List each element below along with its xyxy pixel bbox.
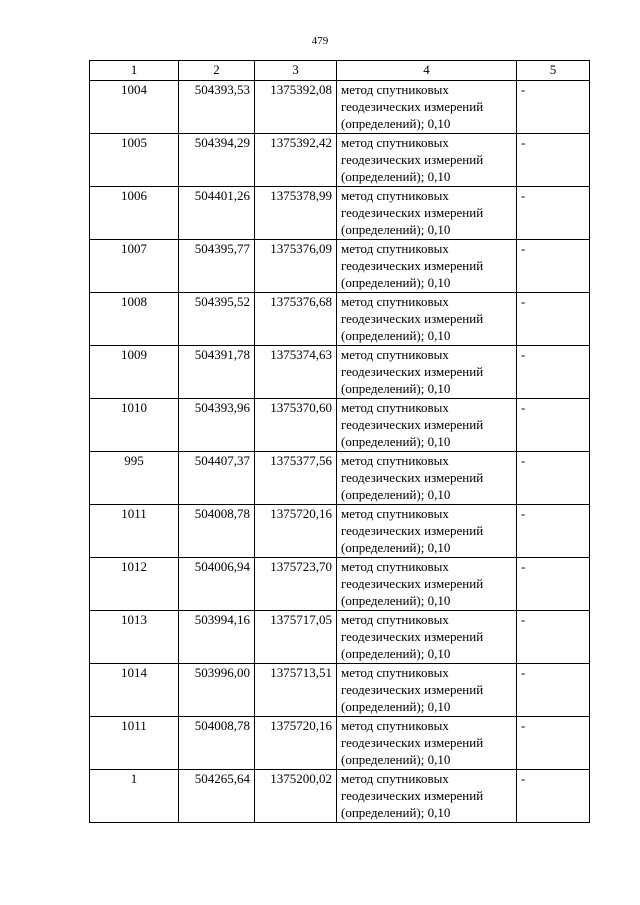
note-cell: - [517, 399, 590, 452]
method-line-3: (определений); 0,10 [341, 169, 451, 184]
note-cell: - [517, 558, 590, 611]
y-coordinate-cell: 1375713,51 [255, 664, 337, 717]
y-coordinate-cell: 1375376,09 [255, 240, 337, 293]
point-number-cell: 1005 [90, 134, 179, 187]
method-line-2: геодезических измерений [341, 311, 484, 326]
method-line-2: геодезических измерений [341, 417, 484, 432]
method-line-3: (определений); 0,10 [341, 593, 451, 608]
method-line-1: метод спутниковых [341, 347, 449, 362]
method-line-1: метод спутниковых [341, 453, 449, 468]
x-coordinate-cell: 504395,77 [179, 240, 255, 293]
note-cell: - [517, 81, 590, 134]
method-cell [337, 558, 517, 611]
point-number-cell: 995 [90, 452, 179, 505]
y-coordinate-cell: 1375392,08 [255, 81, 337, 134]
x-coordinate-cell: 504393,53 [179, 81, 255, 134]
method-line-3: (определений); 0,10 [341, 646, 451, 661]
table-row [90, 770, 590, 823]
y-coordinate-cell: 1375200,02 [255, 770, 337, 823]
method-cell [337, 505, 517, 558]
method-cell [337, 611, 517, 664]
x-coordinate-cell: 504008,78 [179, 717, 255, 770]
method-cell [337, 187, 517, 240]
table-row [90, 240, 590, 293]
point-number-cell: 1006 [90, 187, 179, 240]
method-cell [337, 452, 517, 505]
y-coordinate-cell: 1375376,68 [255, 293, 337, 346]
method-line-2: геодезических измерений [341, 788, 484, 803]
table-row [90, 187, 590, 240]
table-row [90, 134, 590, 187]
method-line-3: (определений); 0,10 [341, 487, 451, 502]
point-number-cell: 1012 [90, 558, 179, 611]
method-line-2: геодезических измерений [341, 152, 484, 167]
header-col-4: 4 [337, 61, 517, 81]
point-number-cell: 1009 [90, 346, 179, 399]
note-cell: - [517, 240, 590, 293]
table-row [90, 399, 590, 452]
method-line-2: геодезических измерений [341, 99, 484, 114]
method-line-1: метод спутниковых [341, 82, 449, 97]
x-coordinate-cell: 504393,96 [179, 399, 255, 452]
note-cell: - [517, 611, 590, 664]
point-number-cell: 1004 [90, 81, 179, 134]
method-line-3: (определений); 0,10 [341, 752, 451, 767]
method-line-2: геодезических измерений [341, 735, 484, 750]
table-row [90, 293, 590, 346]
method-line-1: метод спутниковых [341, 241, 449, 256]
note-cell: - [517, 187, 590, 240]
point-number-cell: 1011 [90, 505, 179, 558]
table-row [90, 81, 590, 134]
table-row [90, 717, 590, 770]
point-number-cell: 1008 [90, 293, 179, 346]
x-coordinate-cell: 504008,78 [179, 505, 255, 558]
method-line-3: (определений); 0,10 [341, 222, 451, 237]
method-line-2: геодезических измерений [341, 258, 484, 273]
method-line-2: геодезических измерений [341, 470, 484, 485]
method-line-3: (определений); 0,10 [341, 434, 451, 449]
method-cell [337, 81, 517, 134]
method-line-1: метод спутниковых [341, 612, 449, 627]
method-line-1: метод спутниковых [341, 771, 449, 786]
method-line-1: метод спутниковых [341, 188, 449, 203]
x-coordinate-cell: 504401,26 [179, 187, 255, 240]
page-number: 479 [311, 35, 329, 47]
y-coordinate-cell: 1375720,16 [255, 717, 337, 770]
x-coordinate-cell: 503994,16 [179, 611, 255, 664]
method-line-3: (определений); 0,10 [341, 381, 451, 396]
x-coordinate-cell: 504006,94 [179, 558, 255, 611]
point-number-cell: 1013 [90, 611, 179, 664]
y-coordinate-cell: 1375378,99 [255, 187, 337, 240]
table-row [90, 346, 590, 399]
point-number-cell: 1011 [90, 717, 179, 770]
method-line-1: метод спутниковых [341, 718, 449, 733]
method-line-3: (определений); 0,10 [341, 116, 451, 131]
method-line-1: метод спутниковых [341, 400, 449, 415]
note-cell: - [517, 664, 590, 717]
method-cell [337, 717, 517, 770]
method-cell [337, 399, 517, 452]
method-line-2: геодезических измерений [341, 205, 484, 220]
note-cell: - [517, 505, 590, 558]
method-line-2: геодезических измерений [341, 682, 484, 697]
method-line-2: геодезических измерений [341, 576, 484, 591]
method-line-3: (определений); 0,10 [341, 275, 451, 290]
method-cell [337, 134, 517, 187]
note-cell: - [517, 452, 590, 505]
note-cell: - [517, 346, 590, 399]
table-row [90, 558, 590, 611]
header-col-1: 1 [90, 61, 179, 81]
table-row [90, 505, 590, 558]
table-header-row [90, 61, 590, 81]
method-line-1: метод спутниковых [341, 559, 449, 574]
method-cell [337, 240, 517, 293]
y-coordinate-cell: 1375723,70 [255, 558, 337, 611]
method-line-2: геодезических измерений [341, 523, 484, 538]
note-cell: - [517, 134, 590, 187]
note-cell: - [517, 770, 590, 823]
x-coordinate-cell: 504395,52 [179, 293, 255, 346]
point-number-cell: 1 [90, 770, 179, 823]
x-coordinate-cell: 503996,00 [179, 664, 255, 717]
note-cell: - [517, 293, 590, 346]
y-coordinate-cell: 1375717,05 [255, 611, 337, 664]
method-line-3: (определений); 0,10 [341, 328, 451, 343]
table-row [90, 611, 590, 664]
method-line-3: (определений); 0,10 [341, 805, 451, 820]
y-coordinate-cell: 1375720,16 [255, 505, 337, 558]
x-coordinate-cell: 504265,64 [179, 770, 255, 823]
table-row [90, 664, 590, 717]
method-line-1: метод спутниковых [341, 665, 449, 680]
method-line-3: (определений); 0,10 [341, 540, 451, 555]
method-line-1: метод спутниковых [341, 506, 449, 521]
x-coordinate-cell: 504407,37 [179, 452, 255, 505]
table-row [90, 452, 590, 505]
method-line-1: метод спутниковых [341, 294, 449, 309]
method-line-3: (определений); 0,10 [341, 699, 451, 714]
point-number-cell: 1014 [90, 664, 179, 717]
note-cell: - [517, 717, 590, 770]
y-coordinate-cell: 1375374,63 [255, 346, 337, 399]
x-coordinate-cell: 504391,78 [179, 346, 255, 399]
point-number-cell: 1010 [90, 399, 179, 452]
method-line-2: геодезических измерений [341, 364, 484, 379]
method-cell [337, 770, 517, 823]
x-coordinate-cell: 504394,29 [179, 134, 255, 187]
method-cell [337, 346, 517, 399]
header-col-5: 5 [517, 61, 590, 81]
y-coordinate-cell: 1375392,42 [255, 134, 337, 187]
method-line-1: метод спутниковых [341, 135, 449, 150]
header-col-3: 3 [255, 61, 337, 81]
coordinates-table [89, 60, 590, 823]
point-number-cell: 1007 [90, 240, 179, 293]
header-col-2: 2 [179, 61, 255, 81]
method-line-2: геодезических измерений [341, 629, 484, 644]
method-cell [337, 664, 517, 717]
y-coordinate-cell: 1375370,60 [255, 399, 337, 452]
method-cell [337, 293, 517, 346]
y-coordinate-cell: 1375377,56 [255, 452, 337, 505]
